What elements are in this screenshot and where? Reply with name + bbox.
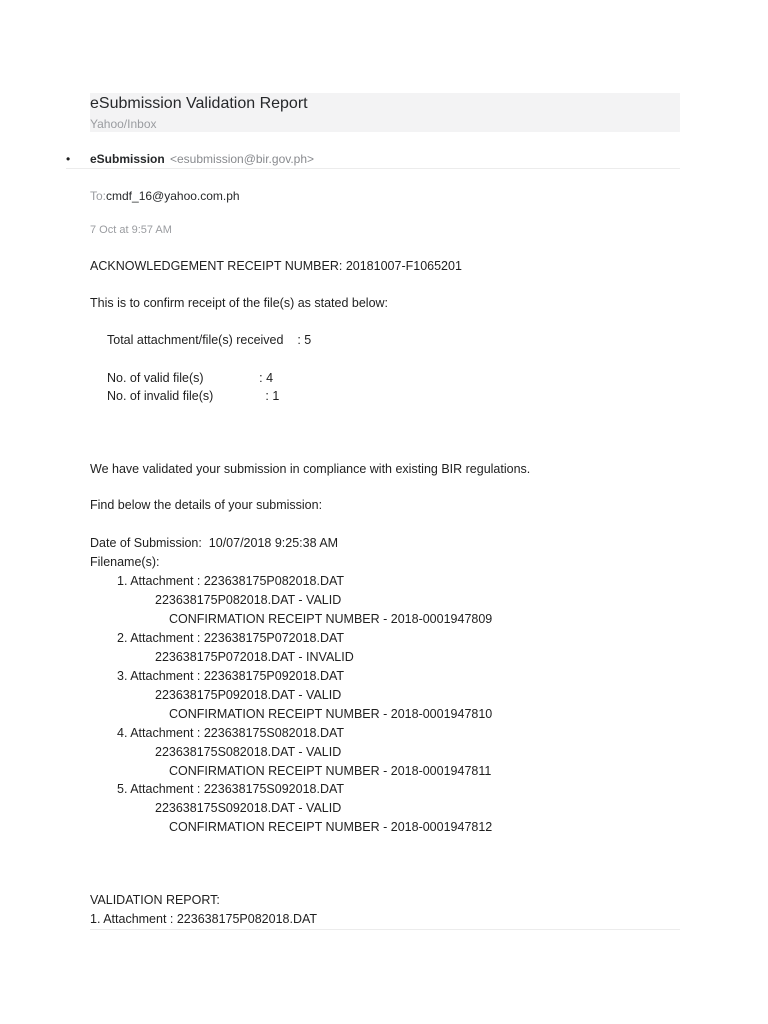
attachment-line: 2. Attachment : 223638175P072018.DAT bbox=[117, 631, 345, 645]
email-header bbox=[90, 93, 680, 132]
details-intro: Find below the details of your submission: bbox=[90, 498, 323, 512]
attachment-line: 3. Attachment : 223638175P092018.DAT bbox=[117, 669, 345, 683]
validated-text: We have validated your submission in compliance with existing BIR regulations. bbox=[90, 462, 531, 476]
recipient-email[interactable]: cmdf_16@yahoo.com.ph bbox=[106, 189, 240, 203]
sender-row bbox=[66, 152, 680, 169]
email-date: 7 Oct at 9:57 AM bbox=[90, 224, 172, 236]
attachment-status: 223638175P082018.DAT - VALID bbox=[155, 593, 342, 607]
attachment-status: 223638175P092018.DAT - VALID bbox=[155, 688, 342, 702]
ack-receipt-number: ACKNOWLEDGEMENT RECEIPT NUMBER: 20181007-F1065201 bbox=[90, 259, 462, 273]
sender-name[interactable]: eSubmission bbox=[90, 152, 165, 166]
attachment-status: 223638175S082018.DAT - VALID bbox=[155, 745, 342, 759]
bullet-icon: • bbox=[66, 152, 71, 166]
attachment-status: 223638175P072018.DAT - INVALID bbox=[155, 650, 354, 664]
attachment-status: 223638175S092018.DAT - VALID bbox=[155, 801, 342, 815]
to-label: To: bbox=[90, 189, 107, 203]
total-files: Total attachment/file(s) received : 5 bbox=[107, 333, 312, 347]
attachment-line: 1. Attachment : 223638175P082018.DAT bbox=[117, 574, 345, 588]
submission-date: Date of Submission: 10/07/2018 9:25:38 AM bbox=[90, 536, 339, 550]
confirmation-receipt: CONFIRMATION RECEIPT NUMBER - 2018-0001947811 bbox=[169, 764, 492, 778]
validation-report-heading: VALIDATION REPORT: bbox=[90, 893, 220, 907]
recipient-row bbox=[90, 189, 240, 203]
sender-email[interactable]: <esubmission@bir.gov.ph> bbox=[170, 152, 315, 166]
folder-link[interactable]: Yahoo/Inbox bbox=[90, 117, 157, 131]
attachment-line: 5. Attachment : 223638175S092018.DAT bbox=[117, 782, 345, 796]
valid-files-count: No. of valid file(s) : 4 bbox=[107, 371, 274, 385]
filenames-label: Filename(s): bbox=[90, 555, 160, 569]
invalid-files-count: No. of invalid file(s) : 1 bbox=[107, 389, 280, 403]
confirmation-receipt: CONFIRMATION RECEIPT NUMBER - 2018-0001947812 bbox=[169, 820, 493, 834]
attachment-line: 4. Attachment : 223638175S082018.DAT bbox=[117, 726, 345, 740]
email-subject: eSubmission Validation Report bbox=[90, 95, 308, 112]
confirmation-receipt: CONFIRMATION RECEIPT NUMBER - 2018-0001947810 bbox=[169, 707, 493, 721]
confirm-text: This is to confirm receipt of the file(s) as stated below: bbox=[90, 296, 389, 310]
report-attachment-line: 1. Attachment : 223638175P082018.DAT bbox=[90, 912, 318, 926]
confirmation-receipt: CONFIRMATION RECEIPT NUMBER - 2018-0001947809 bbox=[169, 612, 493, 626]
divider bbox=[90, 929, 680, 930]
